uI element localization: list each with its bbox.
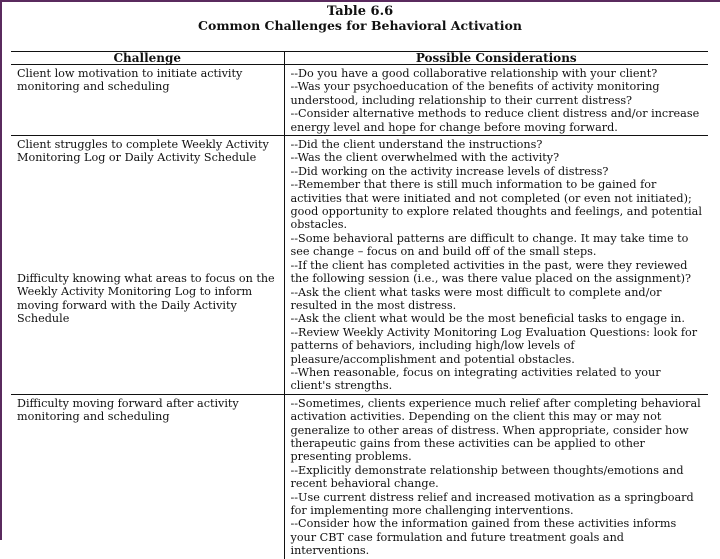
consideration-item: --Use current distress relief and increased motivation as a springboard for implementing more challenging interventions. bbox=[290, 490, 694, 517]
consideration-item: --Ask the client what tasks were most difficult to complete and/or resulted in the most distress. bbox=[290, 285, 662, 312]
frame-border-top bbox=[0, 0, 720, 2]
consideration-item: --Was your psychoeducation of the benefits of activity monitoring understood, including relationship to their current distress? bbox=[290, 80, 660, 107]
challenge-cell bbox=[11, 136, 284, 395]
consideration-item: --Some behavioral patterns are difficult to change. It may take time to see change – focus on and build off of the small steps. bbox=[290, 231, 689, 259]
challenge-text: Client low motivation to initiate activity monitoring and scheduling bbox=[17, 67, 243, 94]
table-title: Common Challenges for Behavioral Activation bbox=[198, 18, 522, 33]
consideration-item: --Consider alternative methods to reduce client distress and/or increase energy level and hope for change before moving forward. bbox=[290, 107, 700, 134]
consideration-item: --Was the client overwhelmed with the activity? bbox=[290, 151, 560, 165]
consideration-item: --When reasonable, focus on integrating activities related to your client's strengths. bbox=[290, 365, 661, 393]
consideration-item: --Sometimes, clients experience much relief after completing behavioral activation activities. Depending on the client this may or may not generalize to other areas of distress. When appropriate, consider how therapeutic gains from these activities can be applied to other presenting problems. bbox=[290, 396, 701, 464]
challenge-text: Difficulty knowing what areas to focus on the Weekly Activity Monitoring Log to inform moving forward with the Daily Activity Schedule bbox=[17, 271, 275, 326]
consideration-item: --Consider how the information gained from these activities informs your CBT case formulation and future treatment goals and interventions. bbox=[290, 517, 677, 558]
consideration-item: --If the client has completed activities in the past, were they reviewed the following session (i.e., was there value placed on the assignment)? bbox=[290, 258, 692, 286]
consideration-item: --Did working on the activity increase levels of distress? bbox=[290, 164, 609, 178]
challenge-cell bbox=[11, 394, 284, 558]
challenge-cell bbox=[11, 65, 284, 136]
challenge-text: Client struggles to complete Weekly Activity Monitoring Log or Daily Activity Schedule bbox=[17, 138, 269, 165]
consideration-item: --Ask the client what would be the most beneficial tasks to engage in. bbox=[290, 312, 685, 326]
table-header-row bbox=[11, 52, 708, 65]
considerations-cell bbox=[284, 136, 708, 395]
considerations-cell bbox=[284, 394, 708, 558]
consideration-item: --Do you have a good collaborative relationship with your client? bbox=[290, 67, 658, 80]
header-challenge: Challenge bbox=[11, 52, 284, 65]
table-row bbox=[11, 136, 708, 395]
challenge-text: Difficulty moving forward after activity monitoring and scheduling bbox=[17, 396, 239, 424]
frame-border-left bbox=[0, 0, 2, 540]
consideration-item: --Remember that there is still much information to be gained for activities that were initiated and not completed (or even not initiated); good opportunity to explore related thoughts and feelings, and potential obstacles. bbox=[290, 178, 702, 232]
table-number: Table 6.6 bbox=[326, 4, 394, 19]
consideration-item: --Did the client understand the instructions? bbox=[290, 138, 543, 152]
challenges-table bbox=[11, 51, 708, 559]
considerations-cell bbox=[284, 65, 708, 136]
consideration-item: --Review Weekly Activity Monitoring Log Evaluation Questions: look for patterns of behaviors, including high/low levels of pleasure/accomplishment and potential obstacles. bbox=[290, 325, 698, 366]
header-considerations: Possible Considerations bbox=[284, 52, 708, 65]
table-row bbox=[11, 394, 708, 558]
consideration-item: --Explicitly demonstrate relationship between thoughts/emotions and recent behavioral change. bbox=[290, 463, 684, 491]
table-row bbox=[11, 65, 708, 136]
